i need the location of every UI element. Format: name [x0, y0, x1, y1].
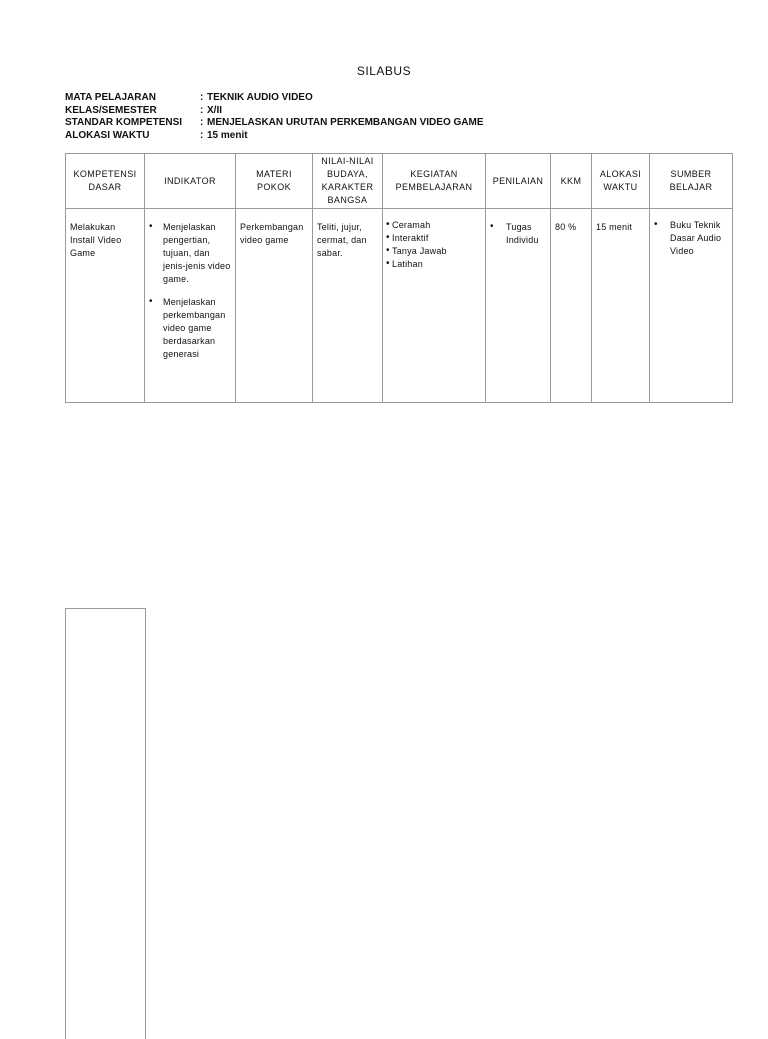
meta-key: ALOKASI WAKTU: [65, 129, 150, 141]
cell-materi: [236, 209, 313, 403]
cell-text: 15 menit: [596, 222, 633, 232]
table-header-row: [66, 154, 733, 209]
document-title: SILABUS: [356, 64, 412, 78]
meta-row-standar-kompetensi: [65, 117, 484, 130]
header-sumber: [650, 154, 733, 209]
list-item: • Ceramah: [387, 219, 481, 232]
meta-value: TEKNIK AUDIO VIDEO: [207, 92, 313, 103]
sumber-list: [654, 219, 728, 258]
header-nilai-budaya: [313, 154, 383, 209]
cell-indikator: [145, 209, 236, 403]
meta-separator: :: [200, 117, 204, 128]
header-label: INDIKATOR: [164, 175, 216, 186]
cell-kompetensi: [66, 209, 145, 403]
syllabus-meta: [65, 92, 484, 142]
meta-value: X/II: [207, 104, 223, 116]
meta-row-kelas-semester: [65, 105, 484, 118]
header-label: SUMBER BELAJAR: [669, 169, 713, 192]
list-item: • Menjelaskan perkembangan video game berdasarkan generasi: [151, 296, 231, 361]
meta-row-mata-pelajaran: [65, 92, 484, 105]
header-kegiatan: [383, 154, 486, 209]
meta-separator: :: [200, 129, 204, 141]
list-item: • Tugas Individu: [490, 221, 546, 247]
header-label: MATERI POKOK: [256, 169, 292, 192]
cell-sumber: [650, 209, 733, 403]
meta-row-alokasi-waktu: [65, 130, 484, 143]
cell-text: Melakukan Install Video Game: [70, 222, 122, 258]
header-penilaian: [486, 154, 551, 209]
meta-value: 15 menit: [207, 129, 248, 141]
list-item: • Latihan: [387, 258, 481, 271]
indikator-list: [151, 221, 231, 361]
header-label: PENILAIAN: [492, 175, 544, 186]
list-item: • Buku Teknik Dasar Audio Video: [654, 219, 728, 258]
header-kkm: [551, 154, 592, 209]
list-item: • Menjelaskan pengertian, tujuan, dan jenis-jenis video game.: [151, 221, 231, 286]
cell-text: Perkembangan video game: [240, 222, 304, 245]
header-label: ALOKASI WAKTU: [599, 169, 642, 192]
header-label: KOMPETENSI DASAR: [73, 169, 137, 192]
table-row: [66, 209, 733, 403]
header-label: KEGIATAN PEMBELAJARAN: [395, 169, 473, 192]
meta-key: STANDAR KOMPETENSI: [65, 117, 183, 128]
list-item: • Interaktif: [387, 232, 481, 245]
header-label: NILAI-NILAI BUDAYA, KARAKTER BANGSA: [321, 156, 374, 205]
next-page-table-border: [65, 608, 146, 1039]
cell-text: 80 %: [555, 222, 577, 232]
syllabus-table: [65, 153, 733, 403]
header-indikator: [145, 154, 236, 209]
cell-text: Teliti, jujur, cermat, dan sabar.: [317, 222, 367, 258]
header-materi-pokok: [236, 154, 313, 209]
meta-separator: :: [200, 92, 204, 103]
cell-nilai: [313, 209, 383, 403]
header-label: KKM: [560, 175, 582, 186]
meta-separator: :: [200, 104, 204, 116]
meta-key: MATA PELAJARAN: [65, 92, 156, 103]
kegiatan-list: [387, 219, 481, 271]
penilaian-list: [490, 221, 546, 247]
cell-kegiatan: [383, 209, 486, 403]
cell-alokasi: [592, 209, 650, 403]
cell-penilaian: [486, 209, 551, 403]
cell-kkm: [551, 209, 592, 403]
header-alokasi: [592, 154, 650, 209]
meta-value: MENJELASKAN URUTAN PERKEMBANGAN VIDEO GAME: [207, 117, 484, 128]
list-item: • Tanya Jawab: [387, 245, 481, 258]
meta-key: KELAS/SEMESTER: [65, 104, 157, 116]
header-kompetensi-dasar: [66, 154, 145, 209]
